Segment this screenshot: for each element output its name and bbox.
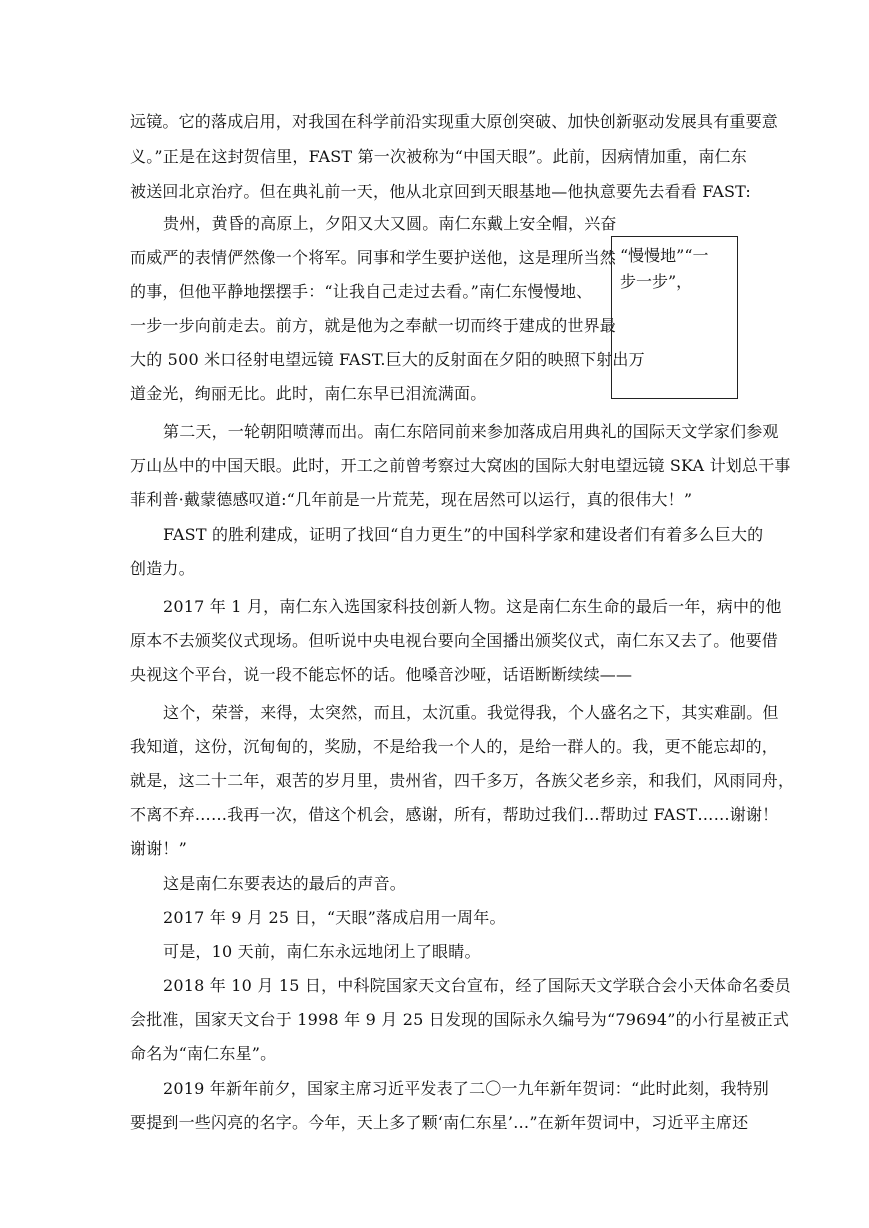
text-line: 2017 年 9 月 25 日，“天眼”落成启用一周年。 [163, 908, 506, 927]
text-line: 远镜。它的落成启用，对我国在科学前沿实现重大原创突破、加快创新驱动发展具有重要意 [130, 112, 779, 131]
text-line: 不离不弃……我再一次，借这个机会，感谢，所有，帮助过我们…帮助过 FAST……谢谢！ [130, 805, 779, 824]
text-line: 一步一步向前走去。前方，就是他为之奉献一切而终于建成的世界最 [130, 316, 617, 335]
text-line: 这个，荣誉，来得，太突然，而且，太沉重。我觉得我，个人盛名之下，其实难副。但 [163, 703, 779, 722]
text-line: 命名为“南仁东星”。 [130, 1044, 277, 1063]
text-line: 可是，10 天前，南仁东永远地闭上了眼睛。 [163, 942, 481, 961]
text-line: 就是，这二十二年，艰苦的岁月里，贵州省，四千多万，各族父老乡亲，和我们，风雨同舟， [130, 771, 795, 790]
text-line: 创造力。 [130, 559, 195, 578]
text-line: 道金光，绚丽无比。此时，南仁东早已泪流满面。 [130, 384, 487, 403]
text-line: 的事，但他平静地摆摆手：“让我自己走过去看。”南仁东慢慢地、 [130, 282, 593, 301]
text-line: 万山丛中的中国天眼。此时，开工之前曾考察过大窝凼的国际大射电望远镜 SKA 计划总干事 [130, 456, 791, 475]
annotation-line: 步一步”， [620, 272, 693, 291]
annotation-box [611, 236, 738, 399]
text-line: 谢谢！” [130, 839, 187, 858]
text-line: 我知道，这份，沉甸甸的，奖励，不是给我一个人的，是给一群人的。我，更不能忘却的， [130, 737, 779, 756]
text-line: 而威严的表情俨然像一个将军。同事和学生要护送他，这是理所当然 [130, 248, 617, 267]
text-line: 菲利普·戴蒙德感叹道:“几年前是一片荒芜，现在居然可以运行，真的很伟大！” [130, 490, 693, 509]
text-line: 这是南仁东要表达的最后的声音。 [163, 874, 407, 893]
text-line: 2019 年新年前夕，国家主席习近平发表了二〇一九年新年贺词：“此时此刻，我特别 [163, 1079, 769, 1098]
text-line: 义。”正是在这封贺信里，FAST 第一次被称为“中国天眼”。此前，因病情加重，南仁东 [130, 147, 747, 166]
text-line: 要提到一些闪亮的名字。今年，天上多了颗‘南仁东星’…”在新年贺词中，习近平主席还 [130, 1113, 749, 1132]
text-line: 央视这个平台，说一段不能忘怀的话。他嗓音沙哑，话语断断续续—— [130, 665, 633, 684]
text-line: 被送回北京治疗。但在典礼前一天，他从北京回到天眼基地—他执意要先去看看 FAST: [130, 182, 752, 201]
text-line: 2018 年 10 月 15 日，中科院国家天文台宣布，经了国际天文学联合会小天体命名委员 [163, 976, 791, 995]
text-line: FAST 的胜利建成，证明了找回“自力更生”的中国科学家和建设者们有着多么巨大的 [163, 525, 764, 544]
text-line: 贵州，黄昏的高原上，夕阳又大又圆。南仁东戴上安全帽，兴奋 [163, 214, 617, 233]
text-line: 第二天，一轮朝阳喷薄而出。南仁东陪同前来参加落成启用典礼的国际天文学家们参观 [163, 422, 779, 441]
text-line: 2017 年 1 月，南仁东入选国家科技创新人物。这是南仁东生命的最后一年，病中的他 [163, 597, 782, 616]
annotation-line: “慢慢地”“一 [620, 246, 709, 265]
text-line: 原本不去颁奖仪式现场。但听说中央电视台要向全国播出颁奖仪式，南仁东又去了。他要借 [130, 631, 779, 650]
text-line: 大的 500 米口径射电望远镜 FAST.巨大的反射面在夕阳的映照下射出万 [130, 350, 645, 369]
text-line: 会批准，国家天文台于 1998 年 9 月 25 日发现的国际永久编号为“79694”的小行星被正式 [130, 1010, 790, 1029]
